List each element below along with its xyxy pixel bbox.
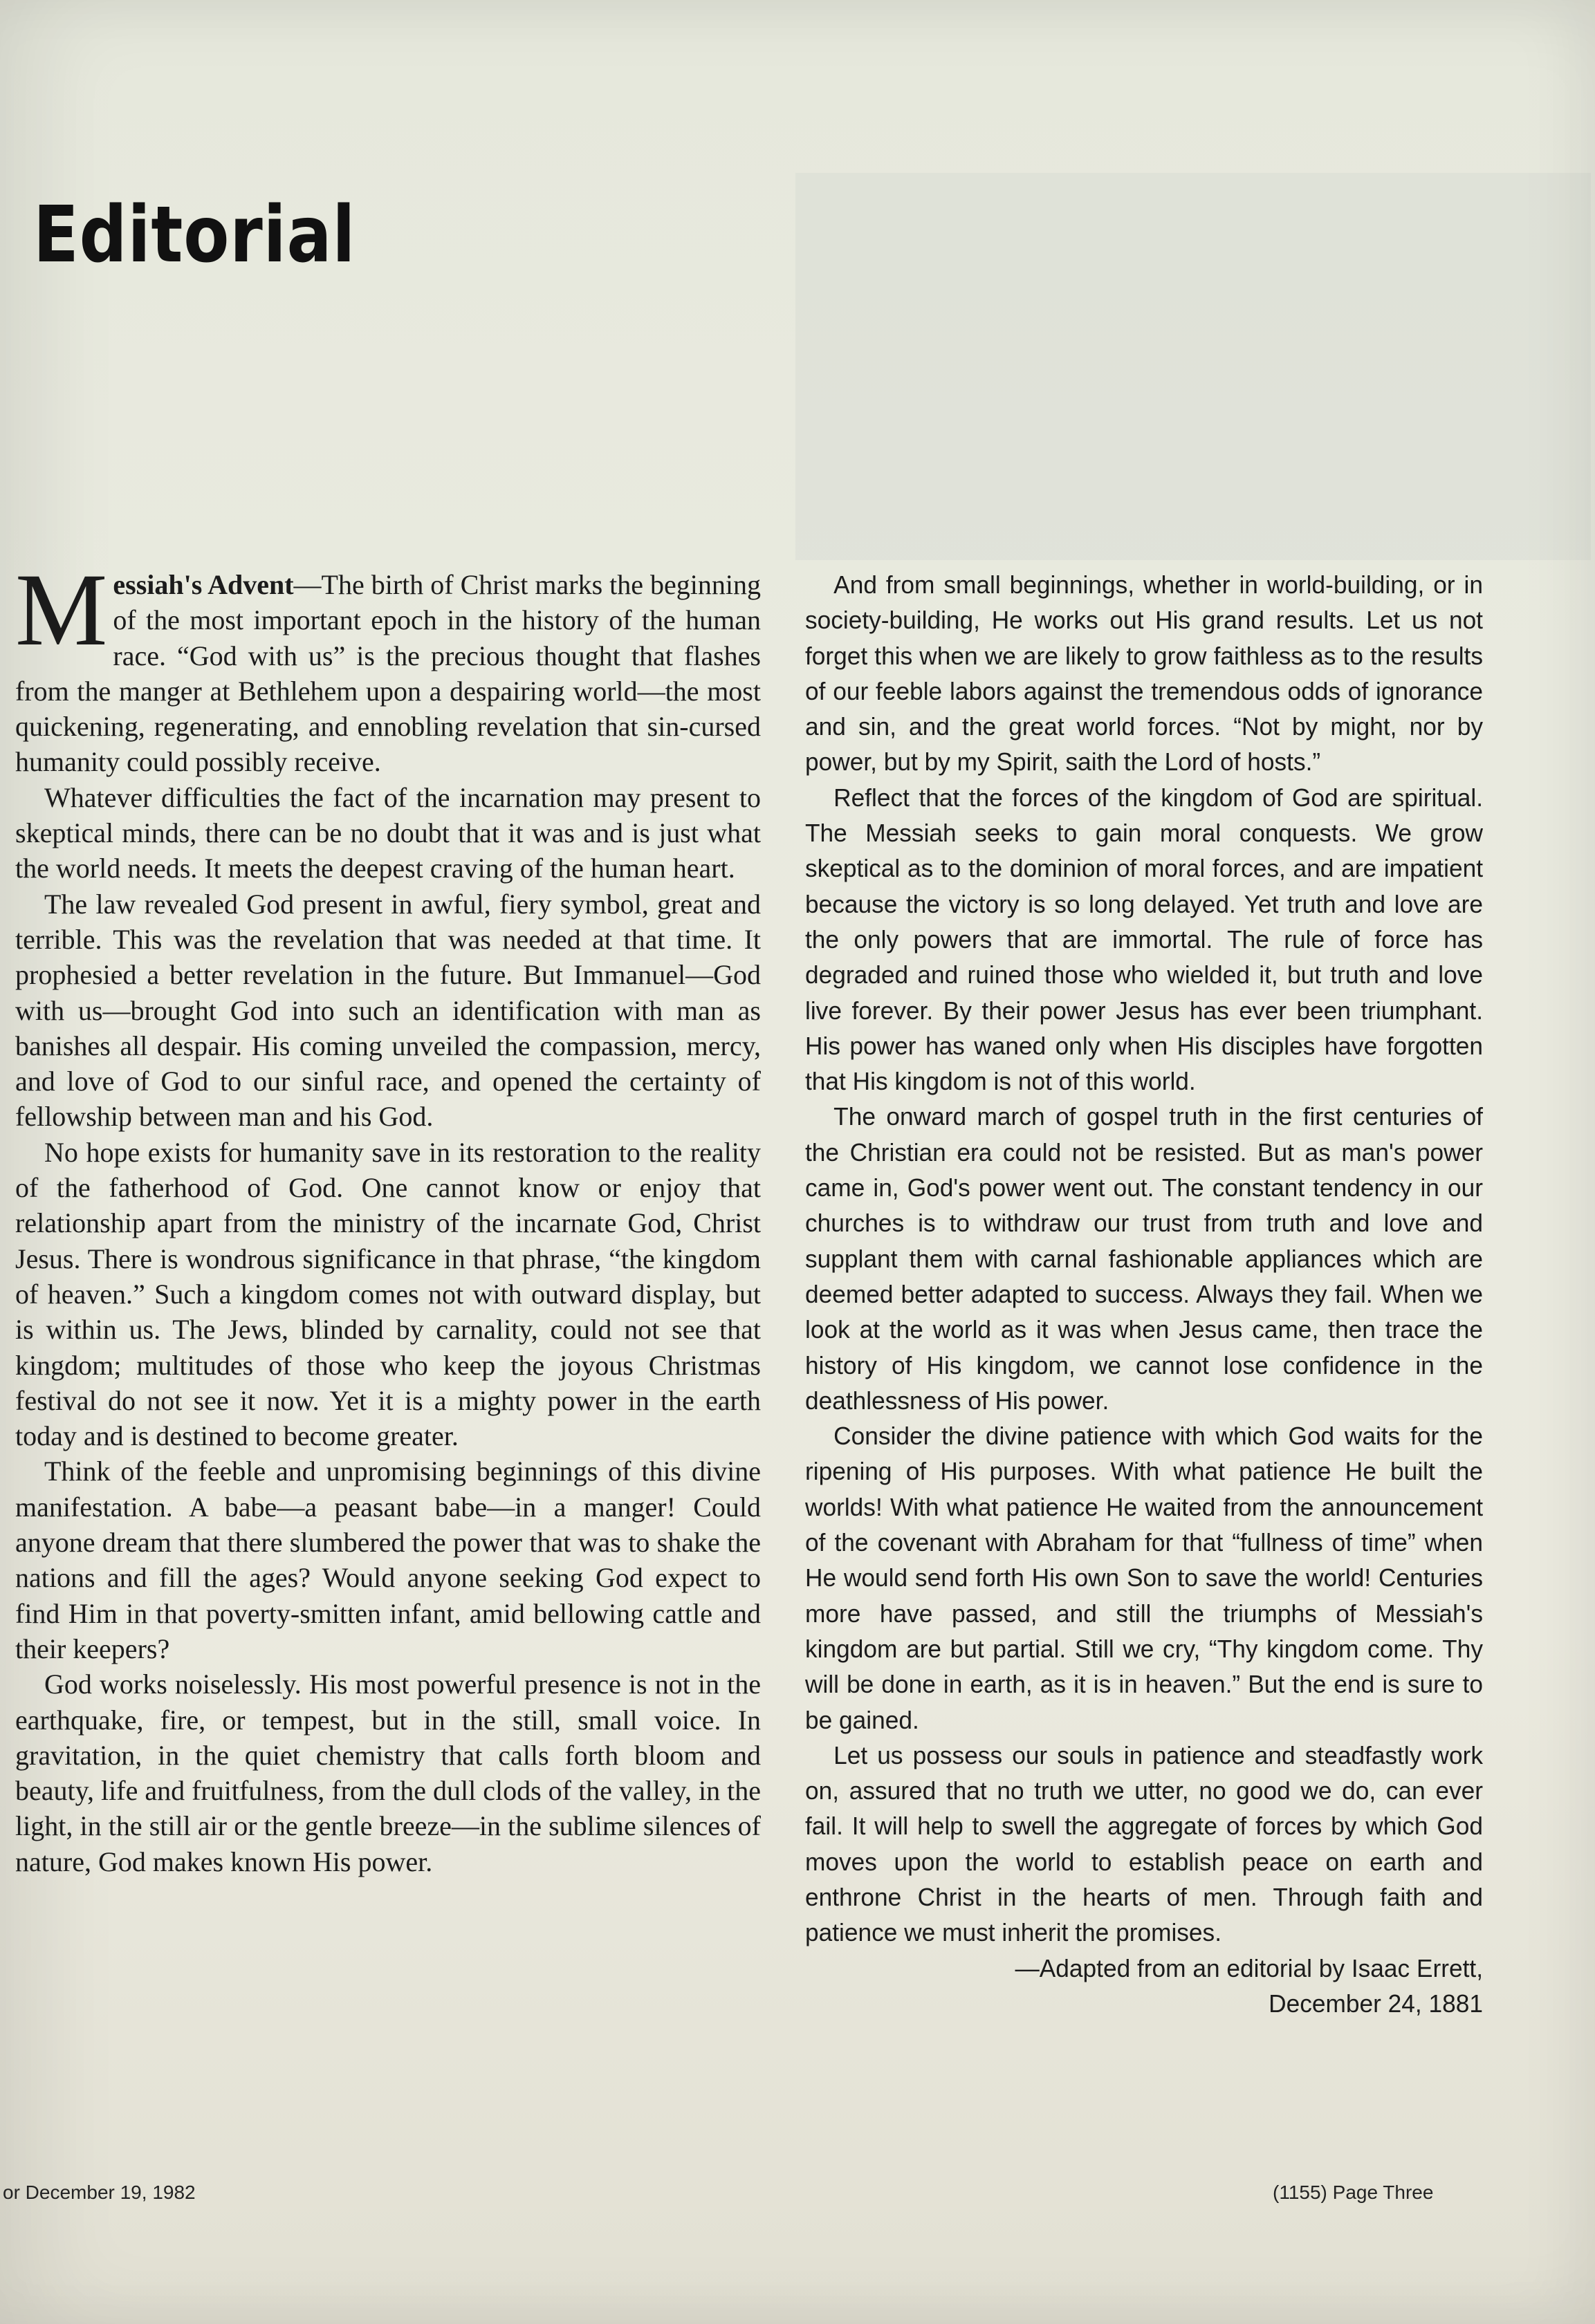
drop-cap: M	[15, 552, 108, 667]
paragraph: Think of the feeble and unpromising beginnings of this divine manifestation. A babe—a peasant babe—in a manger! Could anyone dream that there slumbered the power that was to shake the nations and fill the ages? Would anyone seeking God expect to find Him in that poverty-smitten infant, amid bellowing cattle and their keepers?	[15, 1456, 761, 1664]
paragraph: No hope exists for humanity save in its restoration to the reality of the fatherhood of God. One cannot know or enjoy that relationship apart from the ministry of the incarnate God, Christ Jesus. There is wondrous significance in that phrase, “the kingdom of heaven.” Such a kingdom comes not with outward display, but is within us. The Jews, blinded by carnality, could not see that kingdom; multitudes of those who keep the joyous Christmas festival do not see it now. Yet it is a mighty power in the earth today and is destined to become greater.	[15, 1136, 761, 1452]
lead-title: essiah's Advent	[113, 569, 294, 600]
left-column	[15, 552, 761, 1879]
footer-page-number: (1155) Page Three	[1273, 2182, 1434, 2203]
paragraph: Consider the divine patience with which God waits for the ripening of His purposes. With what patience He built the worlds! With what patience He waited from the announcement of the covenant with Abraham for that “fullness of time” when He would send forth His own Son to save the world! Centuries more have passed, and still the triumphs of Messiah's kingdom are but partial. Still we cry, “Thy kingdom come. Thy will be done in earth, as it is in heaven.” But the end is sure to be gained.	[805, 1422, 1483, 1734]
paragraph: Let us possess our souls in patience and steadfastly work on, assured that no truth we utter, no good we do, can ever fail. It will help to swell the aggregate of forces by which God moves upon the world to establish peace on earth and enthrone Christ in the hearts of men. Through faith and patience we must inherit the promises.	[805, 1740, 1483, 1947]
footer-date: or December 19, 1982	[3, 2182, 196, 2203]
paragraph: Whatever difficulties the fact of the incarnation may present to skeptical minds, there can be no doubt that it was and is just what the world needs. It meets the deepest craving of the human heart.	[15, 781, 761, 884]
attribution-date: December 24, 1881	[1269, 1989, 1483, 2018]
paragraph: The law revealed God present in awful, fiery symbol, great and terrible. This was the revelation that was needed at that time. It prophesied a better revelation in the future. But Immanuel—God with us—brought God into such an identification with man as banishes all despair. His coming unveiled the compassion, mercy, and love of God to our sinful race, and opened the certainty of fellowship between man and his God.	[15, 888, 761, 1133]
page-heading: Editorial	[33, 190, 356, 280]
right-column	[805, 567, 1483, 2021]
attribution-line: —Adapted from an editorial by Isaac Errett,	[1015, 1953, 1483, 1982]
paragraph: The onward march of gospel truth in the first centuries of the Christian era could not be resisted. But as man's power came in, God's power went out. The constant tendency in our churches is to withdraw our trust from truth and love and supplant them with carnal fashionable appliances which are deemed better adapted to success. Always they fail. When we look at the world as it was when Jesus came, then trace the history of His kingdom, we cannot lose confidence in the deathlessness of His power.	[805, 1102, 1483, 1415]
paragraph: And from small beginnings, whether in world-building, or in society-building, He works out His grand results. Let us not forget this when we are likely to grow faithless as to the results of our feeble labors against the tremendous odds of ignorance and sin, and the great world forces. “Not by might, nor by power, but by my Spirit, saith the Lord of hosts.”	[805, 570, 1483, 777]
bleed-through-shadow	[795, 173, 1591, 560]
paragraph: Reflect that the forces of the kingdom of God are spiritual. The Messiah seeks to gain moral conquests. We grow skeptical as to the dominion of moral forces, and are impatient because the victory is so long delayed. Yet truth and love are the only powers that are immortal. The rule of force has degraded and ruined those who wielded it, but truth and love live forever. By their power Jesus has ever been triumphant. His power has waned only when His disciples have forgotten that His kingdom is not of this world.	[805, 783, 1483, 1096]
lead-text: —The birth of Christ marks the beginning of the most important epoch in the history of the human race. “God with us” is the precious thought that flashes from the manger at Bethlehem upon a despairing world—the most quickening, regenerating, and ennobling revelation that sin-cursed humanity could possibly receive.	[15, 569, 761, 778]
lead-paragraph	[15, 552, 761, 780]
paragraph: God works noiselessly. His most powerful presence is not in the earthquake, fire, or tempest, but in the still, small voice. In gravitation, in the quiet chemistry that calls forth bloom and beauty, life and fruitfulness, from the dull clods of the valley, in the light, in the still air or the gentle breeze—in the sublime silences of nature, God makes known His power.	[15, 1668, 761, 1877]
